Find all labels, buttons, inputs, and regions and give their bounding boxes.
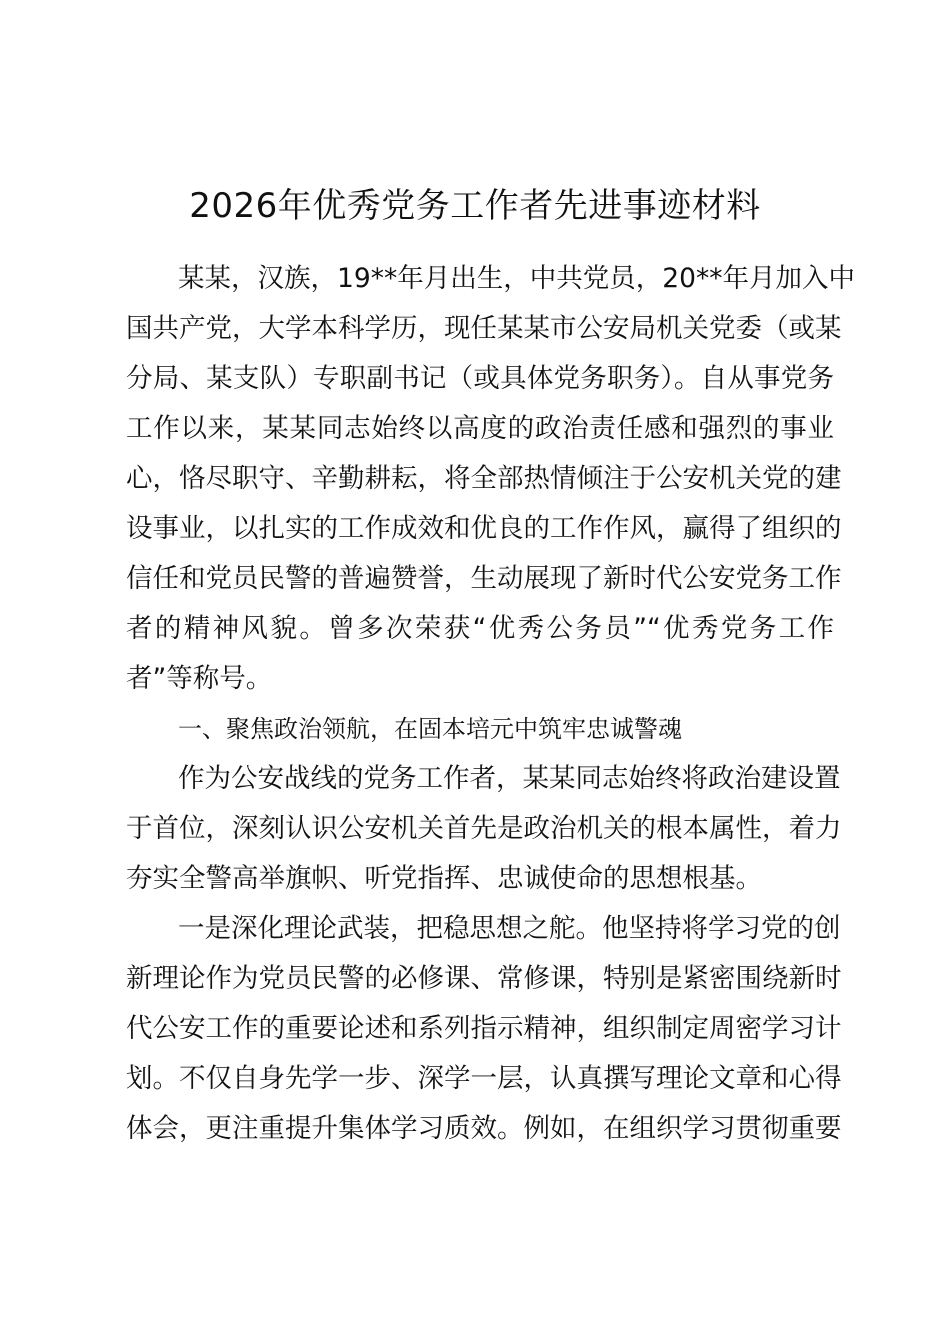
paragraph-line: 划。不仅自身先学一步、深学一层，认真撰写理论文章和心得	[126, 1063, 842, 1094]
paragraph-line: 体会，更注重提升集体学习质效。例如，在组织学习贯彻重要	[126, 1113, 842, 1144]
paragraph-line: 夯实全警高举旗帜、听党指挥、忠诚使命的思想根基。	[126, 863, 762, 894]
paragraph-line: 于首位，深刻认识公安机关首先是政治机关的根本属性，着力	[126, 813, 842, 844]
paragraph-line: 新理论作为党员民警的必修课、常修课，特别是紧密围绕新时	[126, 963, 842, 994]
paragraph-line: 某某，汉族，19**年月出生，中共党员，20**年月加入中	[178, 263, 855, 294]
paragraph-line: 代公安工作的重要论述和系列指示精神，组织制定周密学习计	[126, 1013, 842, 1044]
paragraph-line: 工作以来，某某同志始终以高度的政治责任感和强烈的事业	[126, 413, 834, 444]
document-title: 2026年优秀党务工作者先进事迹材料	[189, 186, 761, 226]
paragraph-line: 心，恪尽职守、辛勤耕耘，将全部热情倾注于公安机关党的建	[126, 463, 842, 494]
paragraph-line: 分局、某支队）专职副书记（或具体党务职务）。自从事党务	[126, 363, 834, 394]
paragraph-line: 国共产党，大学本科学历，现任某某市公安局机关党委（或某	[126, 313, 842, 344]
paragraph-line: 设事业，以扎实的工作成效和优良的工作作风，赢得了组织的	[126, 513, 842, 544]
paragraph-line: 者”等称号。	[126, 663, 273, 694]
paragraph-line: 信任和党员民警的普遍赞誉，生动展现了新时代公安党务工作	[126, 563, 842, 594]
paragraph-line: 作为公安战线的党务工作者，某某同志始终将政治建设置	[178, 763, 841, 794]
section-heading: 一、聚焦政治领航，在固本培元中筑牢忠诚警魂	[178, 715, 682, 743]
paragraph-line: 一是深化理论武装，把稳思想之舵。他坚持将学习党的创	[178, 913, 841, 944]
document-body	[126, 254, 855, 1154]
paragraph-line: 者的精神风貌。曾多次荣获“优秀公务员”“优秀党务工作	[126, 613, 834, 644]
